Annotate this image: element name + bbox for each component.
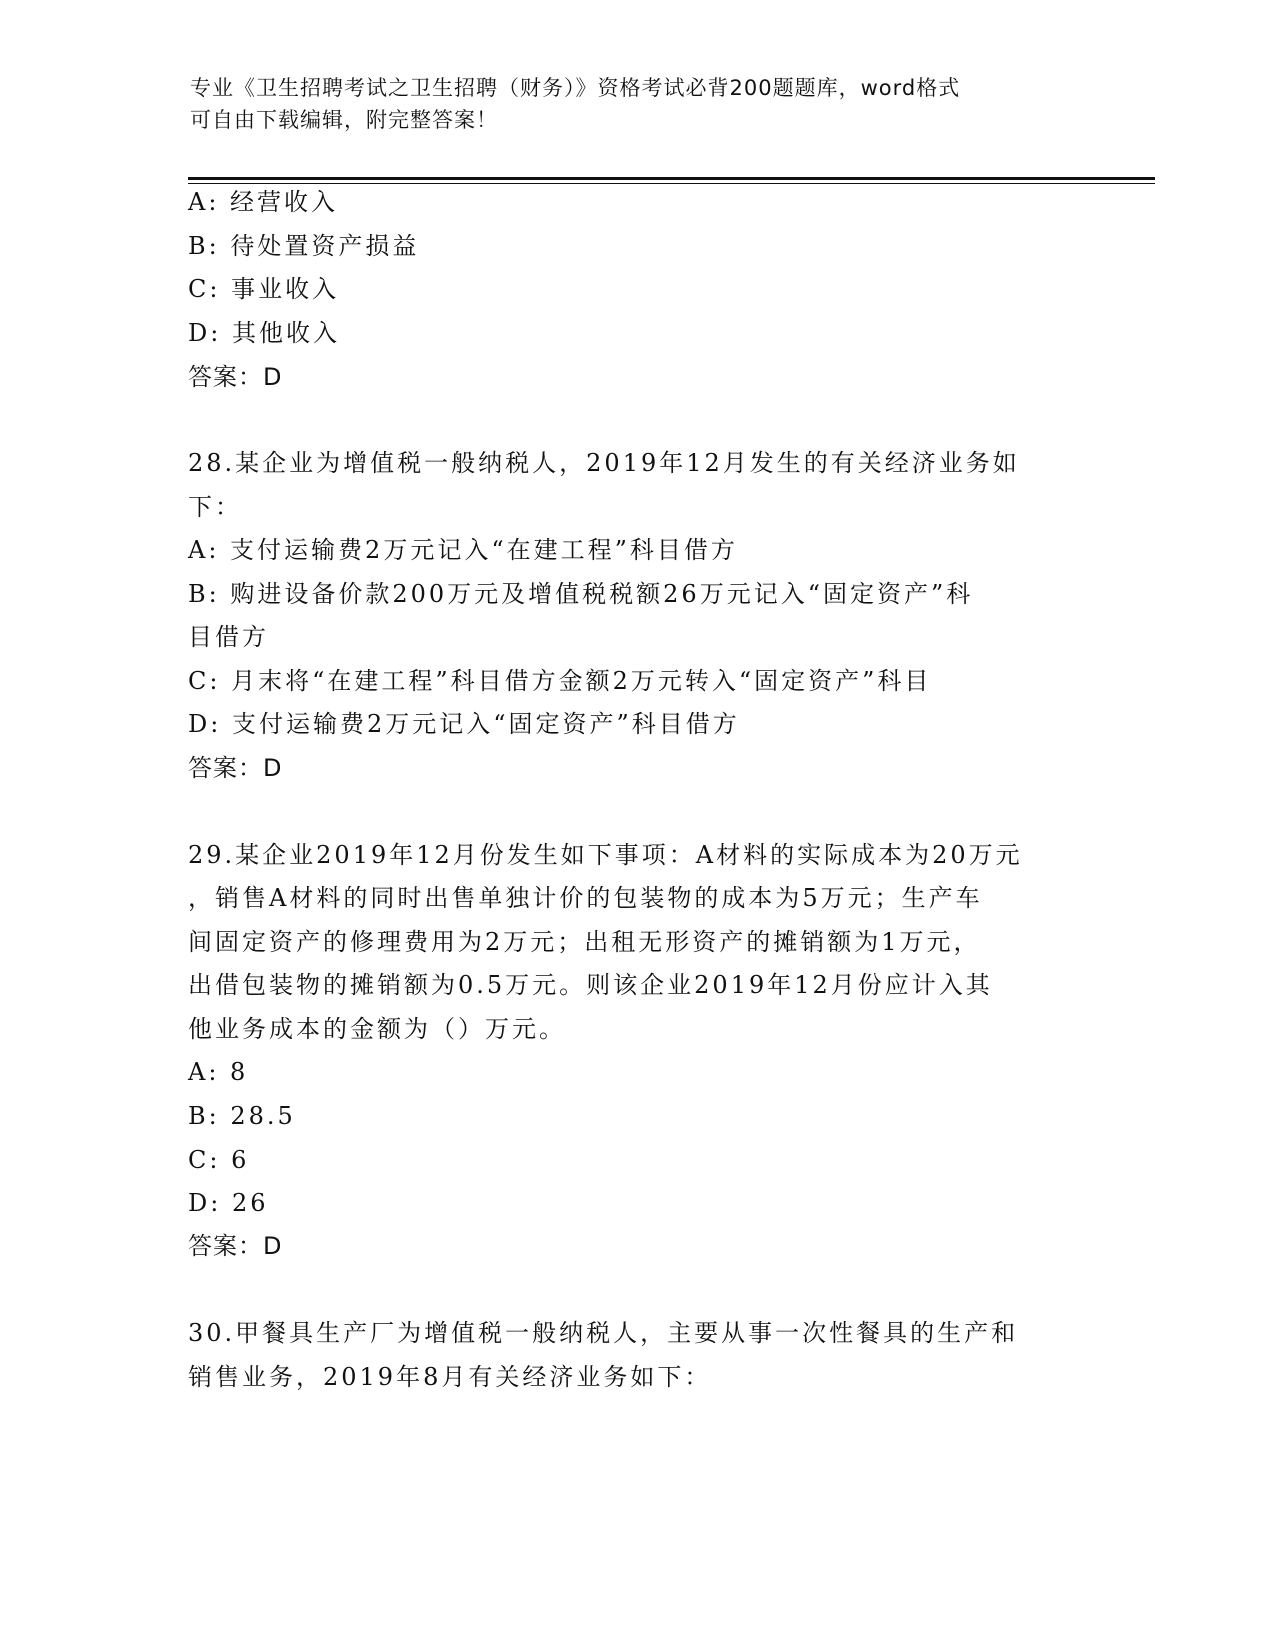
q29-option-d: D: 26 bbox=[188, 1189, 269, 1217]
q29-option-b: B: 28.5 bbox=[188, 1102, 296, 1130]
q29-stem-line-4: 出借包装物的摊销额为0.5万元。则该企业2019年12月份应计入其 bbox=[188, 971, 993, 999]
q28-answer: 答案：D bbox=[188, 754, 283, 782]
header-title-line-2: 可自由下载编辑，附完整答案！ bbox=[190, 108, 498, 132]
q27-option-d: D: 其他收入 bbox=[188, 319, 340, 347]
q29-option-a: A: 8 bbox=[188, 1058, 249, 1086]
q29-answer: 答案：D bbox=[188, 1232, 283, 1260]
q28-stem-line-1: 28.某企业为增值税一般纳税人，2019年12月发生的有关经济业务如 bbox=[188, 449, 1020, 477]
q29-stem-line-2: ，销售A材料的同时出售单独计价的包装物的成本为5万元；生产车 bbox=[188, 884, 983, 912]
q29-stem-line-5: 他业务成本的金额为（）万元。 bbox=[188, 1015, 566, 1043]
q28-option-d: D: 支付运输费2万元记入“固定资产”科目借方 bbox=[188, 710, 740, 738]
q28-stem-line-2: 下： bbox=[188, 493, 242, 521]
q28-option-a: A: 支付运输费2万元记入“在建工程”科目借方 bbox=[188, 536, 738, 564]
q29-stem-line-1: 29.某企业2019年12月份发生如下事项：A材料的实际成本为20万元 bbox=[188, 841, 1023, 869]
q28-option-c: C: 月末将“在建工程”科目借方金额2万元转入“固定资产”科目 bbox=[188, 667, 932, 695]
q30-stem-line-1: 30.甲餐具生产厂为增值税一般纳税人，主要从事一次性餐具的生产和 bbox=[188, 1319, 1019, 1347]
q29-option-c: C: 6 bbox=[188, 1146, 250, 1174]
header-title-line-1: 专业《卫生招聘考试之卫生招聘（财务）》资格考试必背200题题库，word格式 bbox=[190, 76, 961, 100]
document-header bbox=[190, 72, 1090, 136]
header-divider-thick bbox=[188, 177, 1155, 180]
q28-option-b: B: 购进设备价款200万元及增值税税额26万元记入“固定资产”科 bbox=[188, 580, 974, 608]
q27-option-c: C: 事业收入 bbox=[188, 275, 340, 303]
q28-option-b-cont: 目借方 bbox=[188, 623, 269, 651]
header-divider-thin bbox=[188, 183, 1155, 184]
q27-option-a: A: 经营收入 bbox=[188, 188, 339, 216]
q27-option-b: B: 待处置资产损益 bbox=[188, 232, 420, 260]
q30-stem-line-2: 销售业务，2019年8月有关经济业务如下： bbox=[188, 1363, 712, 1391]
q27-answer: 答案：D bbox=[188, 363, 283, 391]
q29-stem-line-3: 间固定资产的修理费用为2万元；出租无形资产的摊销额为1万元， bbox=[188, 928, 981, 956]
